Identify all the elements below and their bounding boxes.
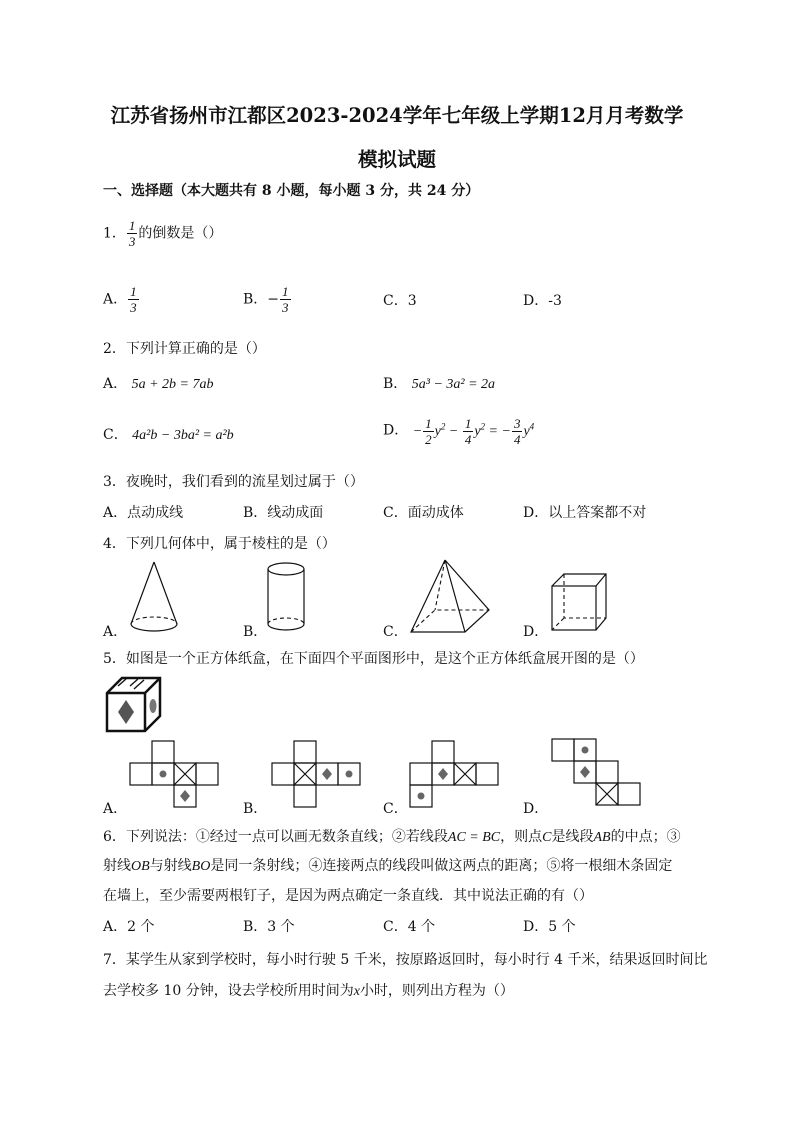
- q6-math-ac-bc: AC = BC: [447, 830, 501, 845]
- q6-text-5: 射线: [103, 858, 131, 874]
- q2-option-c[interactable]: [103, 426, 234, 445]
- q7-text-1: 去学校多 10 分钟，设去学校所用时间为: [103, 983, 354, 999]
- q1-stem-text: 的倒数是（）: [138, 225, 223, 242]
- q1-fraction: [127, 218, 138, 249]
- q2-c-label: C．: [103, 427, 128, 443]
- q5-option-d-label[interactable]: D．: [523, 801, 549, 817]
- q1-b-label: B．: [243, 291, 268, 308]
- q4-option-c-label[interactable]: C．: [383, 624, 408, 640]
- q1-a-num: 1: [130, 284, 137, 299]
- q2-option-a[interactable]: [103, 375, 213, 394]
- q6-text-2: ，则点: [500, 829, 543, 845]
- cone-figure: [125, 558, 185, 638]
- question-5-stem: 5．如图是一个正方体纸盒，在下面四个平面图形中，是这个正方体纸盒展开图的是（）: [103, 651, 644, 667]
- q6-option-a[interactable]: A．2 个: [103, 919, 155, 935]
- q6-option-d[interactable]: D．5 个: [523, 919, 576, 935]
- q2-a-label: A．: [103, 376, 128, 392]
- question-6-line3: 在墙上，至少需要两根钉子，是因为两点确定一条直线．其中说法正确的有（）: [103, 888, 593, 904]
- net-option-c[interactable]: [408, 740, 504, 810]
- q1-a-label: A．: [103, 291, 128, 308]
- q2-option-d[interactable]: [383, 416, 534, 447]
- q1-option-d[interactable]: D．-3: [523, 293, 562, 309]
- q2-option-b[interactable]: [383, 375, 495, 394]
- net-option-b[interactable]: [270, 740, 366, 810]
- q1-b-den: 3: [282, 300, 289, 315]
- q1-b-sign: −: [267, 291, 280, 308]
- q6-math-c: C: [542, 830, 552, 845]
- q3-option-c[interactable]: C．面动成体: [383, 505, 464, 521]
- q5-option-c-label[interactable]: C．: [383, 801, 408, 817]
- q6-text-3: 是线段: [551, 829, 594, 845]
- q1-b-fraction: [280, 284, 291, 315]
- q7-text-2: 小时，则列出方程为（）: [359, 983, 514, 999]
- question-4-stem: 4．下列几何体中，属于棱柱的是（）: [103, 536, 336, 552]
- pyramid-figure: [405, 556, 495, 636]
- net-option-d[interactable]: [550, 738, 646, 812]
- q4-option-b-label[interactable]: B．: [243, 624, 268, 640]
- question-7-line2: [103, 982, 514, 1001]
- section-heading: 一、选择题（本大题共有 8 小题，每小题 3 分，共 24 分）: [103, 183, 480, 199]
- q6-text-4: 的中点；③: [610, 829, 681, 845]
- q4-option-d-label[interactable]: D．: [523, 624, 549, 640]
- q1-a-fraction: [128, 284, 139, 315]
- q1-option-a[interactable]: [103, 284, 140, 315]
- q1-frac-den: 3: [128, 234, 136, 249]
- page-title-line2: 模拟试题: [357, 148, 436, 171]
- q5-option-b-label[interactable]: B．: [243, 801, 268, 817]
- q7-math-x: x: [353, 984, 360, 999]
- cube-figure: [548, 572, 610, 636]
- paper-box-figure: [104, 676, 164, 736]
- q1-number: 1．: [103, 225, 126, 242]
- q3-option-d[interactable]: D．以上答案都不对: [523, 505, 647, 521]
- q6-option-b[interactable]: B．3 个: [243, 919, 295, 935]
- q1-frac-num: 1: [128, 218, 136, 233]
- question-1-stem: [103, 218, 222, 249]
- q2-c-expr: 4a²b − 3ba² = a²b: [132, 428, 234, 443]
- q6-text-7: 是同一条射线；④连接两点的线段叫做这两点的距离；⑤将一根细木条固定: [210, 858, 673, 874]
- q5-option-a-label[interactable]: A．: [103, 801, 128, 817]
- q6-math-ab: AB: [593, 830, 611, 845]
- q1-b-num: 1: [282, 284, 289, 299]
- question-6-line2: [103, 857, 672, 876]
- q6-text-6: 与射线: [149, 858, 192, 874]
- q6-math-bo: BO: [191, 859, 211, 874]
- question-2-stem: 2．下列计算正确的是（）: [103, 341, 266, 357]
- q6-option-c[interactable]: C．4 个: [383, 919, 436, 935]
- q1-option-b[interactable]: [243, 284, 292, 315]
- q2-d-label: D．: [383, 422, 409, 439]
- question-6-line1: [103, 828, 681, 847]
- q2-a-expr: 5a + 2b = 7ab: [131, 377, 214, 392]
- q6-math-ob: OB: [131, 859, 150, 874]
- cylinder-figure: [262, 560, 312, 640]
- q3-option-b[interactable]: B．线动成面: [243, 505, 324, 521]
- q2-d-expr: − $\frac{1}{2}$ $y^2$ − $\frac{1}{4}$ $y^2$ = − $\frac{3}{4}$ $y^4$: [412, 416, 535, 447]
- question-3-stem: 3．夜晚时，我们看到的流星划过属于（）: [103, 474, 364, 490]
- q1-option-c[interactable]: C．3: [383, 293, 417, 309]
- q2-b-expr: 5a³ − 3a² = 2a: [411, 377, 496, 392]
- q3-option-a[interactable]: A．点动成线: [103, 505, 184, 521]
- q2-b-label: B．: [383, 376, 408, 392]
- page-title-line1: 江苏省扬州市江都区2023-2024学年七年级上学期12月月考数学: [110, 104, 684, 127]
- q6-text-1: 6．下列说法：①经过一点可以画无数条直线；②若线段: [103, 829, 448, 845]
- q1-a-den: 3: [130, 300, 137, 315]
- question-7-line1: 7．某学生从家到学校时，每小时行驶 5 千米，按原路返回时，每小时行 4 千米，结果返回时间比: [103, 952, 708, 968]
- q4-option-a-label[interactable]: A．: [103, 624, 128, 640]
- net-option-a[interactable]: [128, 740, 224, 810]
